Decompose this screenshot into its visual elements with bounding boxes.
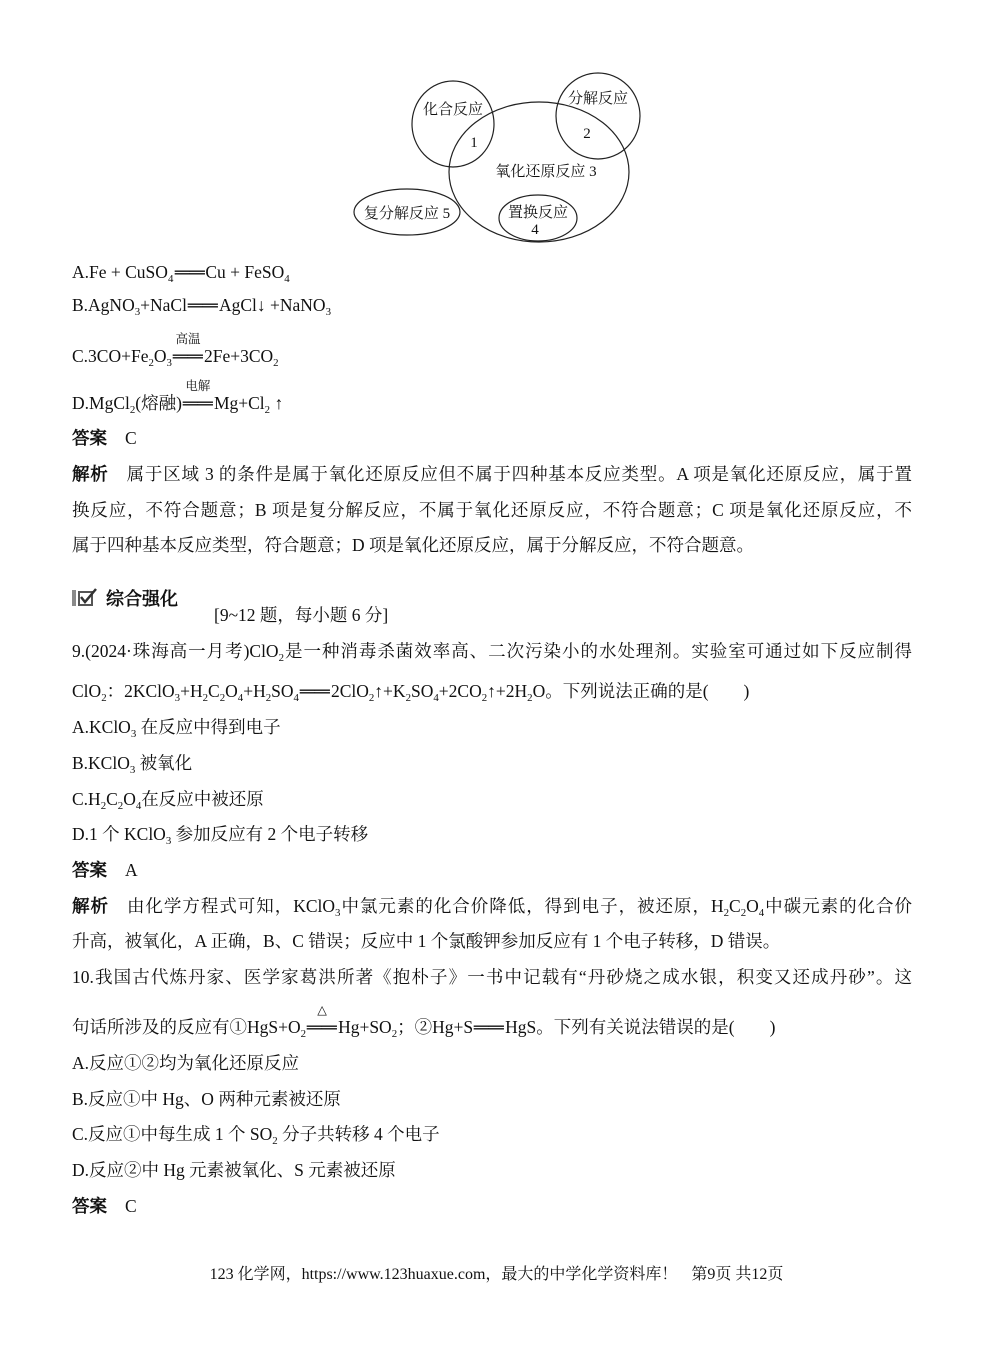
text-run: A.反应①②均为氧化还原反应 [72, 1053, 300, 1073]
text-run: 分子共转移 4 个电子 [277, 1124, 440, 1144]
text-run: ；②Hg+S [397, 1017, 474, 1037]
text-run: D.MgCl [72, 393, 130, 413]
combination-reaction-label: 化合反应 [422, 102, 484, 118]
replacement-reaction-label: 置换反应 [507, 205, 569, 221]
region-1-label: 1 [470, 135, 478, 151]
double-line: ══ [474, 1018, 505, 1037]
answer-label: 答案 [72, 428, 107, 448]
q8-analysis-line [72, 533, 754, 557]
q9-analysis-line [72, 894, 912, 918]
text-run: 被氧化 [135, 753, 193, 773]
q10-option-d [72, 1158, 396, 1182]
text-run: ↑+2H [487, 681, 528, 701]
double-line: ══ [307, 1018, 337, 1037]
analysis-text [127, 464, 912, 484]
q8-option-b [72, 293, 331, 317]
reaction-condition: 高温 [175, 332, 201, 346]
reaction-type-diagram [340, 70, 650, 250]
double-line: ══ [173, 347, 203, 366]
region-4-label: 4 [531, 222, 539, 238]
analysis-label: 解析 [72, 464, 109, 484]
reaction-condition: 电解 [185, 379, 211, 393]
text-run: O [746, 896, 759, 916]
region-2-label: 2 [583, 126, 591, 142]
subscript: 2 [219, 691, 226, 704]
subscript: 2 [391, 1027, 398, 1040]
equals-sign [182, 379, 214, 416]
text-run: AgCl↓ +NaNO [218, 295, 326, 315]
text-run: C.3CO+Fe [72, 346, 149, 366]
subscript: 4 [284, 272, 290, 285]
subscript: 2 [100, 799, 107, 812]
subscript: 4 [167, 272, 174, 285]
text-run: SO [410, 681, 434, 701]
text-run: O [153, 346, 167, 366]
q8-option-a [72, 260, 290, 284]
subscript: 2 [202, 691, 209, 704]
reaction-condition: △ [317, 1003, 327, 1017]
q10-stem-line [72, 1003, 776, 1040]
q8-answer-line [72, 426, 137, 450]
subscript: 3 [166, 356, 172, 369]
combination-reaction-circle [412, 81, 494, 167]
text-run: +2CO [438, 681, 482, 701]
text-run: C [729, 896, 741, 916]
subscript: 2 [405, 691, 411, 704]
subscript: 2 [101, 691, 107, 704]
q10-option-c [72, 1122, 440, 1146]
q9-option-c [72, 787, 264, 811]
text-run: +H [243, 681, 266, 701]
text-run: B.KClO [72, 753, 130, 773]
subscript: 2 [368, 691, 375, 704]
redox-reaction-label: 氧化还原反应 3 [495, 164, 597, 180]
text-run: 在反应中得到电子 [136, 717, 281, 737]
q8-option-c [72, 332, 279, 369]
q9-stem-line [72, 639, 912, 663]
section-scope: [9~12 题，每小题 6 分] [214, 605, 389, 625]
text-run: C [208, 681, 220, 701]
text-run: D.1 个 KClO [72, 824, 166, 844]
text-run: C [106, 789, 118, 809]
subscript: 2 [272, 1134, 278, 1147]
q9-option-b [72, 751, 192, 775]
q8-analysis-line [72, 498, 912, 522]
text-run: A.KClO [72, 717, 131, 737]
double-decomposition-label: 复分解反应 5 [363, 206, 451, 222]
double-line: ══ [182, 394, 213, 413]
double-line: ══ [188, 296, 218, 315]
subscript: 2 [740, 906, 747, 919]
text-run: O [225, 681, 238, 701]
q10-option-a [72, 1051, 299, 1075]
answer-value: C [125, 428, 137, 448]
subscript: 4 [135, 799, 142, 812]
text-run: C.H [72, 789, 101, 809]
text-run: D.反应②中 Hg 元素被氧化、S 元素被还原 [72, 1160, 396, 1180]
analysis-label: 解析 [72, 896, 109, 916]
equals-sign [172, 332, 204, 369]
equals-sign [473, 1015, 505, 1040]
subscript: 3 [129, 763, 136, 776]
subscript: 3 [130, 727, 137, 740]
subscript: 2 [117, 799, 124, 812]
subscript: 4 [758, 906, 765, 919]
text-run: 9.(2024·珠海高一月考)ClO [72, 641, 279, 661]
text-run: ：2KClO [106, 681, 175, 701]
q8-analysis-line [72, 462, 912, 486]
page-footer [0, 1263, 993, 1287]
subscript: 2 [723, 906, 730, 919]
text-run: ↑ [270, 393, 284, 413]
text-run: ClO [72, 681, 102, 701]
footer-site-text: 123 化学网，https://www.123huaxue.com，最大的中学化学资料库！ [209, 1266, 678, 1283]
text-run: HgS。下列有关说法错误的是( ) [505, 1017, 776, 1037]
text-run: C.反应①中每生成 1 个 SO [72, 1124, 273, 1144]
answer-value: A [125, 860, 138, 880]
text-run: +NaCl [140, 295, 187, 315]
text-run: 参加反应有 2 个电子转移 [171, 824, 369, 844]
text-run: Hg+SO [338, 1017, 392, 1037]
subscript: 3 [165, 834, 172, 847]
text-run: O [123, 789, 136, 809]
checklist-icon [72, 588, 98, 608]
text-run: 2Fe+3CO [203, 346, 274, 366]
subscript: 4 [237, 691, 244, 704]
double-line: ══ [174, 263, 205, 282]
text-run: Cu + FeSO [205, 262, 285, 282]
subscript: 3 [134, 305, 141, 318]
subscript: 4 [433, 691, 439, 704]
subscript: 2 [278, 651, 284, 664]
decomposition-reaction-circle [556, 73, 640, 159]
subscript: 2 [148, 356, 154, 369]
q9-stem-line [72, 679, 749, 703]
q10-answer-line [72, 1194, 137, 1218]
subscript: 2 [264, 403, 271, 416]
text-run: 中氯元素的化合价降低，得到电子，被还原，H [340, 896, 724, 916]
q10-option-b [72, 1087, 341, 1111]
subscript: 4 [293, 691, 299, 704]
analysis-text [126, 896, 913, 919]
subscript: 3 [325, 305, 331, 318]
text-run: B.AgNO [72, 295, 135, 315]
equals-sign [299, 679, 331, 704]
subscript: 3 [174, 691, 181, 704]
text-run: ↑+K [374, 681, 406, 701]
text-run: 在反应中被还原 [141, 789, 264, 809]
q9-option-d [72, 822, 368, 846]
q9-analysis-line [72, 929, 780, 953]
text-run: 属于区域 3 的条件是属于氧化还原反应但不属于四种基本反应类型。A 项是氧化还原反应，属于置 [126, 464, 913, 484]
answer-label: 答案 [72, 860, 107, 880]
section-header [72, 586, 178, 610]
answer-label: 答案 [72, 1196, 107, 1216]
text-run: O。下列说法正确的是( ) [532, 681, 750, 701]
subscript: 2 [273, 356, 279, 369]
subscript: 2 [265, 691, 272, 704]
answer-value: C [125, 1196, 137, 1216]
text-run: SO [271, 681, 294, 701]
q9-answer-line [72, 858, 138, 882]
text-run: A.Fe + CuSO [72, 262, 168, 282]
text-run: +H [180, 681, 203, 701]
equals-sign [173, 260, 205, 285]
q9-option-a [72, 715, 281, 739]
text-run: 10.我国古代炼丹家、医学家葛洪所著《抱朴子》一书中记载有“丹砂烧之成水银，积变又还成丹砂”。这 [72, 967, 912, 987]
subscript: 3 [335, 906, 341, 919]
subscript: 2 [129, 403, 136, 416]
text-run: (熔融) [135, 393, 182, 413]
text-run: 属于四种基本反应类型，符合题意；D 项是氧化还原反应，属于分解反应，不符合题意。 [72, 535, 755, 555]
q10-stem-line [72, 965, 912, 989]
section-title: 综合强化 [106, 589, 178, 609]
text-run: Mg+Cl [213, 393, 265, 413]
subscript: 2 [481, 691, 488, 704]
text-run: 由化学方程式可知，KClO [126, 896, 336, 916]
text-run: 是一种消毒杀菌效率高、二次污染小的水处理剂。实验室可通过如下反应制得 [284, 641, 912, 661]
text-run: 句话所涉及的反应有①HgS+O [72, 1017, 301, 1037]
equals-sign [306, 1003, 338, 1040]
text-run: 中碳元素的化合价 [764, 896, 913, 916]
page-number: 第9页 共12页 [691, 1266, 784, 1283]
text-run: 升高，被氧化，A 正确，B、C 错误；反应中 1 个氯酸钾参加反应有 1 个电子转移，D 错误。 [72, 931, 781, 951]
text-run: 2ClO [330, 681, 369, 701]
text-run: B.反应①中 Hg、O 两种元素被还原 [72, 1089, 341, 1109]
q8-option-d [72, 379, 284, 416]
subscript: 2 [300, 1027, 307, 1040]
text-run: 换反应，不符合题意；B 项是复分解反应，不属于氧化还原反应，不符合题意；C 项是氧化还原反应，不 [72, 500, 912, 520]
double-line: ══ [299, 682, 330, 701]
decomposition-reaction-label: 分解反应 [567, 91, 629, 107]
subscript: 2 [527, 691, 533, 704]
equals-sign [187, 293, 219, 318]
